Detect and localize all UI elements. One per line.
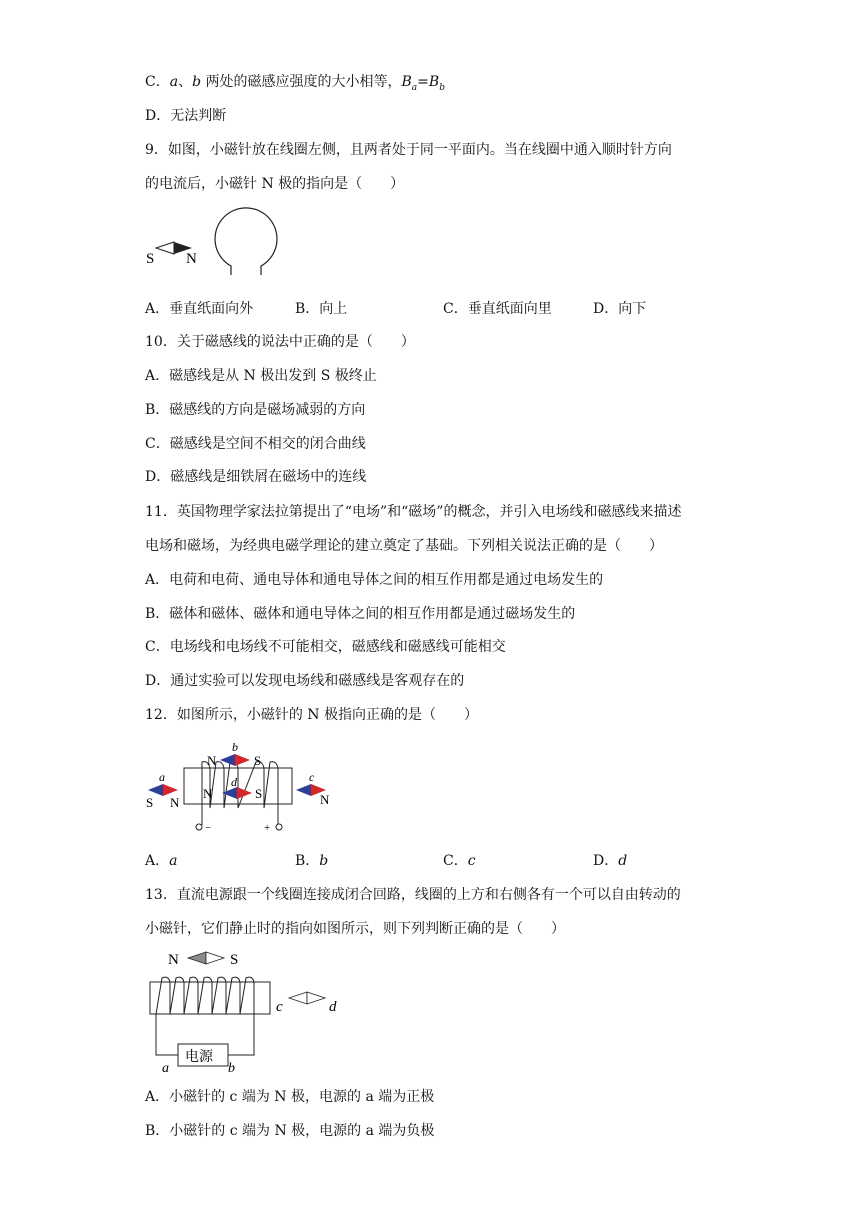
- needle-a-s: S: [146, 795, 154, 810]
- needle-a-n: N: [170, 795, 180, 810]
- q11-stem-line2: 电场和磁场，为经典电磁学理论的建立奠定了基础。下列相关说法正确的是（ ）: [145, 538, 663, 554]
- q10-stem: 10．关于磁感线的说法中正确的是（ ）: [145, 334, 415, 350]
- q13-option-b[interactable]: B．小磁针的 c 端为 N 极，电源的 a 端为负极: [145, 1123, 435, 1139]
- terminal-minus-label: −: [205, 822, 212, 834]
- needle-c-label: c: [309, 770, 315, 784]
- q12-option-b[interactable]: B．b: [295, 853, 329, 869]
- q9-stem-line1: 9．如图，小磁针放在线圈左侧，且两者处于同一平面内。当在线圈中通入顺时针方向: [145, 142, 672, 158]
- top-needle-s: S: [230, 952, 239, 968]
- terminal-plus: [276, 824, 282, 830]
- solenoid-coil: [156, 977, 254, 1035]
- coil-loop: [215, 208, 277, 275]
- q10-option-a[interactable]: A．磁感线是从 N 极出发到 S 极终止: [145, 368, 377, 384]
- q9-option-c[interactable]: C．垂直纸面向里: [443, 301, 552, 317]
- needle-b: [220, 754, 250, 766]
- q9-option-b[interactable]: B．向上: [295, 301, 348, 317]
- terminal-a-label: a: [162, 1061, 169, 1076]
- needle-c-n: N: [320, 792, 330, 807]
- needle-a-label: a: [159, 770, 165, 784]
- right-needle: [289, 992, 325, 1004]
- needle-b-s: S: [254, 753, 262, 768]
- q13-option-a[interactable]: A．小磁针的 c 端为 N 极，电源的 a 端为正极: [145, 1089, 435, 1105]
- q12-option-d[interactable]: D．d: [593, 853, 628, 869]
- q13-figure: [140, 945, 350, 1077]
- q13-stem-line1: 13．直流电源跟一个线圈连接成闭合回路，线圈的上方和右侧各有一个可以自由转动的: [145, 887, 681, 903]
- power-supply-label: 电源: [185, 1050, 213, 1065]
- q8-option-d: D．无法判断: [145, 108, 227, 124]
- q11-option-c[interactable]: C．电场线和电场线不可能相交，磁感线和磁感线可能相交: [145, 639, 506, 655]
- solenoid-core: [150, 982, 270, 1014]
- needle-d-n: N: [203, 786, 213, 801]
- q13-stem-line2: 小磁针，它们静止时的指向如图所示，则下列判断正确的是（ ）: [145, 921, 565, 937]
- needle-d-s: S: [255, 786, 263, 801]
- q11-stem-line1: 11．英国物理学家法拉第提出了“电场”和“磁场”的概念，并引入电场线和磁感线来描述: [145, 504, 682, 520]
- q8-option-c: C．a、b 两处的磁感应强度的大小相等，$B_a=B_b$: [145, 74, 445, 93]
- needle-n-label: N: [186, 251, 197, 267]
- q11-option-a[interactable]: A．电荷和电荷、通电导体和通电导体之间的相互作用都是通过电场发生的: [145, 572, 604, 588]
- q12-option-a[interactable]: A．a: [145, 853, 178, 869]
- right-needle-c: c: [276, 999, 283, 1015]
- q9-option-a[interactable]: A．垂直纸面向外: [145, 301, 254, 317]
- q9-option-d[interactable]: D．向下: [593, 301, 647, 317]
- terminal-b-label: b: [228, 1061, 235, 1076]
- terminal-plus-label: +: [264, 822, 271, 834]
- q12-figure: [140, 738, 340, 838]
- q10-option-b[interactable]: B．磁感线的方向是磁场减弱的方向: [145, 402, 366, 418]
- q11-option-d[interactable]: D．通过实验可以发现电场线和磁感线是客观存在的: [145, 673, 465, 689]
- q11-option-b[interactable]: B．磁体和磁体、磁体和通电导体之间的相互作用都是通过磁场发生的: [145, 606, 576, 622]
- q10-option-c[interactable]: C．磁感线是空间不相交的闭合曲线: [145, 436, 366, 452]
- top-needle-n: N: [168, 952, 179, 968]
- q10-option-d[interactable]: D．磁感线是细铁屑在磁场中的连线: [145, 469, 367, 485]
- needle-b-n: N: [207, 753, 217, 768]
- q12-stem: 12．如图所示，小磁针的 N 极指向正确的是（ ）: [145, 707, 478, 723]
- needle-b-label: b: [232, 740, 238, 754]
- q12-option-c[interactable]: C．c: [443, 853, 476, 869]
- q9-figure: [140, 205, 280, 275]
- needle-s-label: S: [146, 251, 155, 267]
- q9-stem-line2: 的电流后，小磁针 N 极的指向是（ ）: [145, 176, 405, 192]
- right-needle-d: d: [329, 999, 337, 1015]
- needle-d-label: d: [231, 775, 237, 789]
- terminal-minus: [196, 824, 202, 830]
- top-needle: [188, 952, 224, 964]
